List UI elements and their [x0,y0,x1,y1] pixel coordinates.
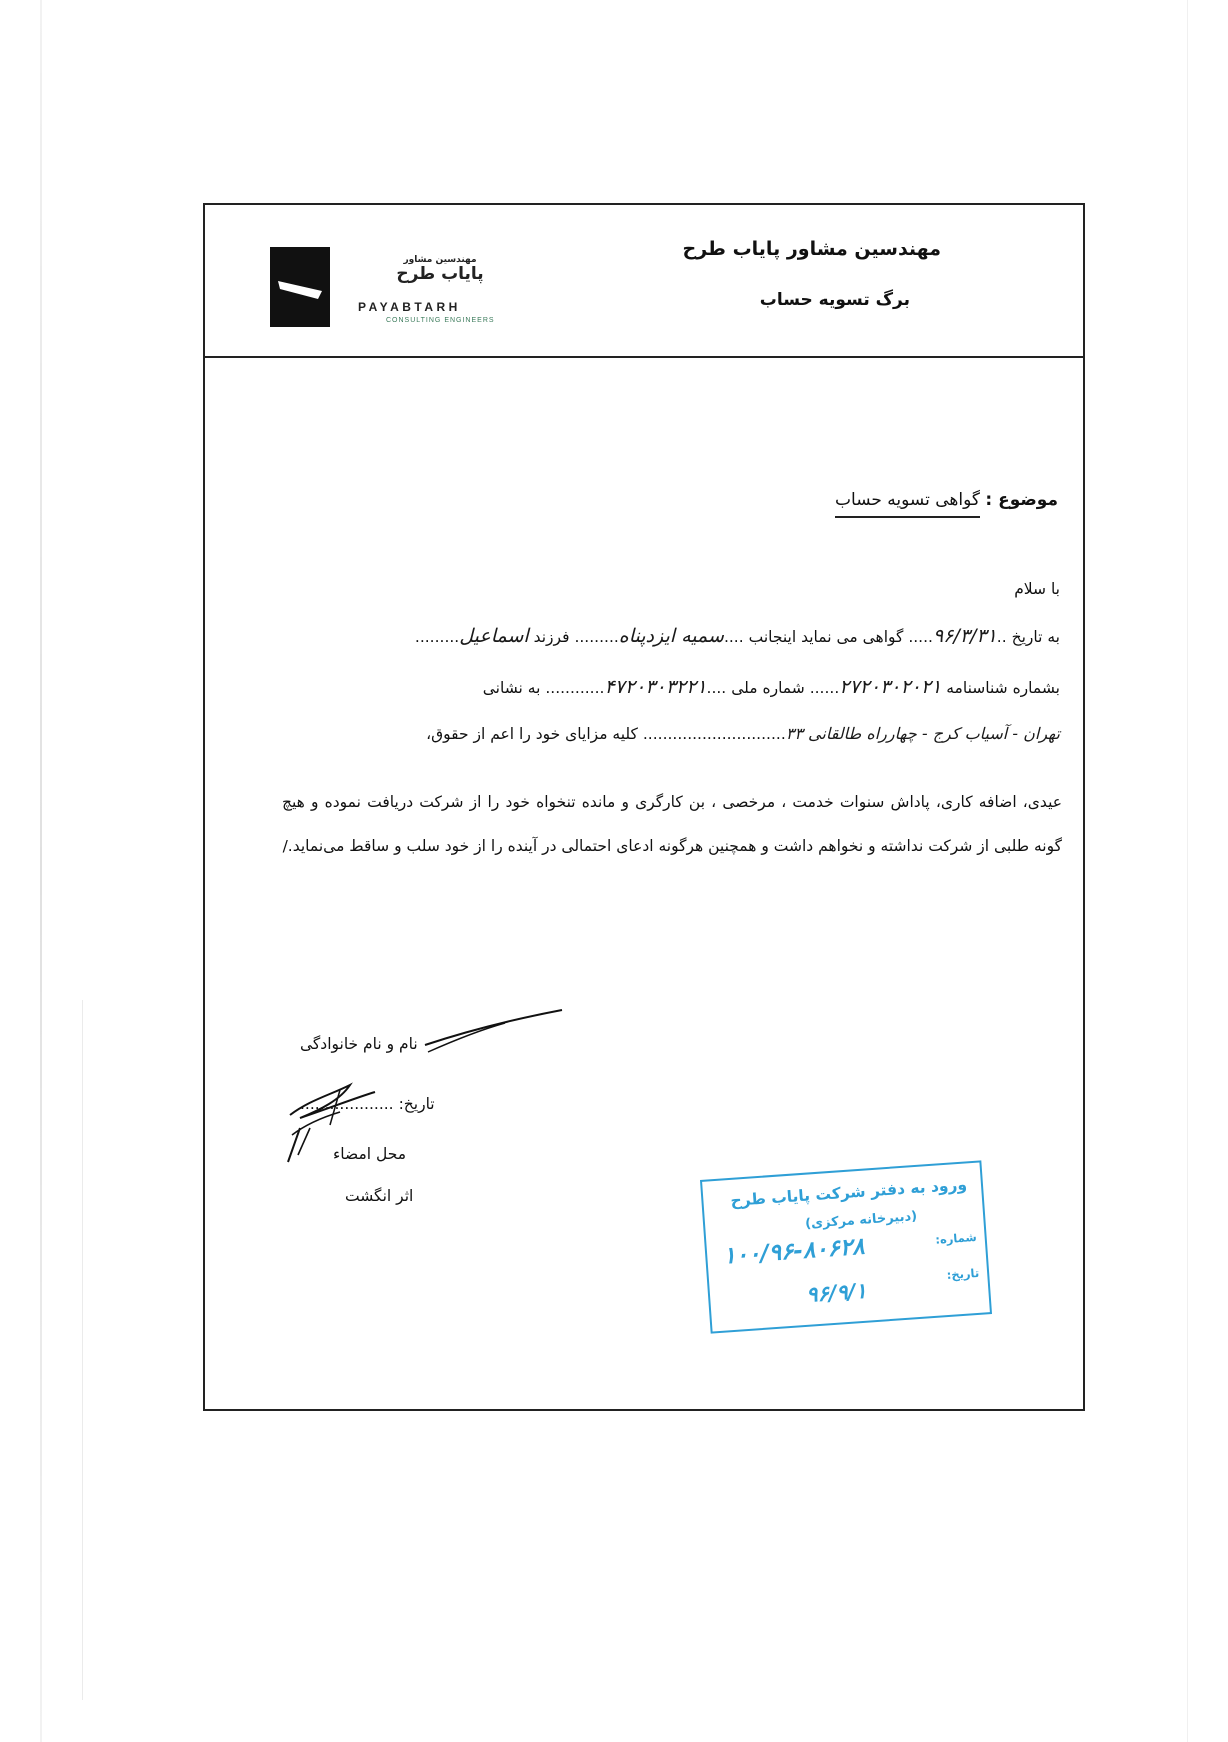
letter-body: عیدی، اضافه کاری، پاداش سنوات خدمت ، مرخصی ، بن کارگری و مانده تنخواه خود را از شرکت دریافت نموده و هیچ گونه طلبی از شرکت نداشته و نخواهم داشت و همچنین هرگونه ادعای احتمالی در آینده را از خود سلب و ساقط می‌نماید./ [282,793,1062,855]
salutation: با سلام [1014,580,1060,598]
handwritten-address: تهران - آسیاب کرج - چهارراه طالقانی ۳۳ [785,724,1060,743]
address-label: به نشانی [482,679,541,697]
stamp-date-label: تاریخ: [946,1265,980,1283]
logo-fa-small: مهندسین مشاور [403,255,477,265]
full-name-label: نام و نام خانوادگی [300,1035,418,1053]
stamp-number-label: شماره: [934,1229,978,1247]
logo-en: PAYABTARH [358,300,461,314]
subject-label: موضوع : [985,490,1058,510]
stamp-date-value: ۹۶/۹/۱ [805,1278,868,1307]
handwritten-date: ۹۶/۳/۳۱ [932,625,997,647]
sig-date-label: تاریخ: [398,1095,435,1113]
id-number-label: بشماره شناسنامه [946,679,1060,697]
benefits-text: کلیه مزایای خود را اعم از حقوق، [426,725,638,743]
letter-line-2: بشماره شناسنامه ۲۷۲۰۳۰۲۰۲۱...... شماره ملی ....۴۷۲۰۳۰۳۲۲۱............ به نشانی [482,676,1060,698]
thumbprint-label: اثر انگشت [345,1187,414,1205]
subject-text: گواهی تسویه حساب [835,490,980,518]
certify-text: گواهی می نماید اینجانب [748,628,904,646]
handwritten-national-id: ۴۷۲۰۳۰۳۲۲۱ [604,676,707,698]
signature-place-label: محل امضاء [333,1145,407,1163]
sig-date-dots: ................... [300,1095,394,1113]
child-of-label: فرزند [533,628,570,646]
letter-line-1: به تاریخ ..۹۶/۳/۳۱..... گواهی می نماید اینجانب ....سمیه ایزدپناه......... فرزند اسماعیل......... [414,625,1060,647]
logo-en-sub: CONSULTING ENGINEERS [386,317,495,324]
national-id-label: شماره ملی [731,679,805,697]
stamp-subtitle: (دبیرخانه مرکزی) [804,1208,918,1232]
handwritten-father-name: اسماعیل [459,625,529,647]
stamp-title: ورود به دفتر شرکت پایاب طرح [729,1175,968,1210]
handwritten-id-number: ۲۷۲۰۳۰۲۰۲۱ [839,676,942,698]
letter-line-3: تهران - آسیاب کرج - چهارراه طالقانی ۳۳............................. کلیه مزایای خود را اعم از حقوق، [426,724,1060,743]
office-entry-stamp [700,1160,992,1333]
stamp-number-value: ۱۰۰/۹۶-۸۰۶۲۸ [722,1233,866,1270]
logo-fa-big: پایاب طرح [396,264,484,284]
company-name: مهندسین مشاور پایاب طرح [682,238,941,260]
handwritten-name: سمیه ایزدپناه [618,625,724,647]
date-prefix: به تاریخ [1011,628,1060,646]
form-title: برگ تسویه حساب [759,290,910,310]
